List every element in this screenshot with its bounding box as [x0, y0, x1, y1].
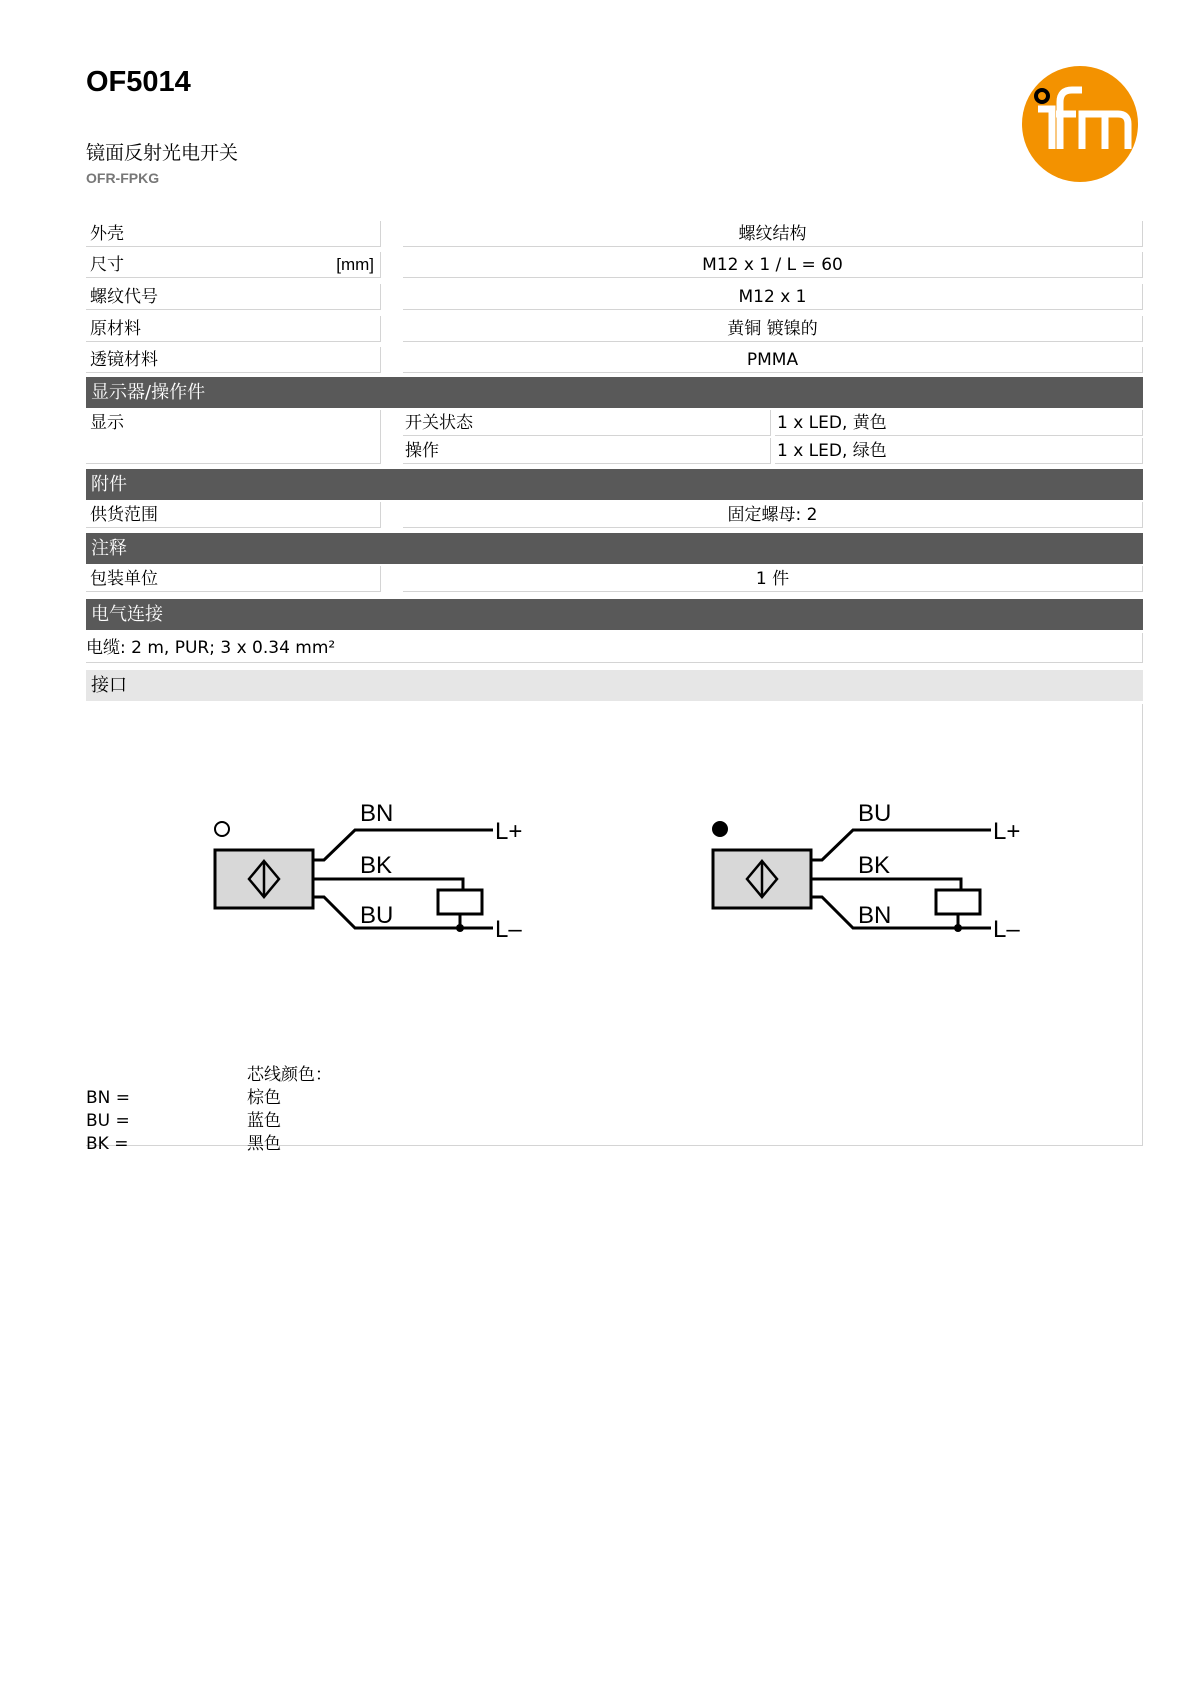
wire-label-bottom: BN	[858, 902, 892, 929]
prop-value-housing: 螺纹结构	[403, 221, 1143, 247]
notes-value: 1 件	[403, 566, 1143, 592]
cable-spec: 电缆: 2 m, PUR; 3 x 0.34 mm²	[86, 633, 1143, 663]
prop-value-lens: PMMA	[403, 347, 1143, 373]
display-row-name: 操作	[403, 438, 771, 464]
prop-label-lens: 透镜材料	[86, 347, 381, 373]
prop-value-material: 黄铜 镀镍的	[403, 316, 1143, 342]
display-row-value: 1 x LED, 绿色	[775, 438, 1143, 464]
product-subtitle: 镜面反射光电开关	[86, 142, 239, 164]
prop-value-thread: M12 x 1	[403, 284, 1143, 310]
wire-label-top: BN	[360, 800, 394, 827]
section-accessories-header: 附件	[86, 469, 1143, 500]
display-row-name: 开关状态	[403, 410, 771, 436]
product-code: OFR-FPKG	[86, 170, 160, 186]
wire-label-top: BU	[858, 800, 892, 827]
prop-label-dimensions: 尺寸 [mm]	[86, 252, 381, 278]
wiring-diagram-dark-on	[698, 790, 1038, 950]
prop-label-housing: 外壳	[86, 221, 381, 247]
display-label: 显示	[86, 410, 381, 464]
prop-label-thread: 螺纹代号	[86, 284, 381, 310]
legend-code: BK =	[86, 1134, 129, 1154]
prop-value-dimensions: M12 x 1 / L = 60	[403, 252, 1143, 278]
section-electrical-header: 电气连接	[86, 599, 1143, 630]
terminal-minus: L–	[993, 916, 1020, 943]
wire-label-mid: BK	[858, 852, 891, 879]
prop-label-material: 原材料	[86, 316, 381, 342]
interface-header: 接口	[86, 670, 1143, 701]
wiring-diagram-light-on	[200, 790, 540, 950]
display-row-value: 1 x LED, 黄色	[775, 410, 1143, 436]
terminal-minus: L–	[495, 916, 522, 943]
legend-heading: 芯线颜色：	[247, 1065, 332, 1085]
accessories-value: 固定螺母: 2	[403, 502, 1143, 528]
legend-color: 蓝色	[247, 1111, 281, 1131]
section-display-header: 显示器/操作件	[86, 377, 1143, 408]
ifm-logo	[1020, 64, 1140, 184]
legend-code: BN =	[86, 1088, 131, 1108]
product-title: OF5014	[86, 66, 191, 98]
terminal-plus: L+	[495, 818, 523, 845]
legend-color: 黑色	[247, 1134, 281, 1154]
notes-label: 包装单位	[86, 566, 381, 592]
legend-color: 棕色	[247, 1088, 281, 1108]
wire-label-mid: BK	[360, 852, 393, 879]
terminal-plus: L+	[993, 818, 1021, 845]
section-notes-header: 注释	[86, 533, 1143, 564]
legend-code: BU =	[86, 1111, 130, 1131]
accessories-label: 供货范围	[86, 502, 381, 528]
wire-label-bottom: BU	[360, 902, 394, 929]
